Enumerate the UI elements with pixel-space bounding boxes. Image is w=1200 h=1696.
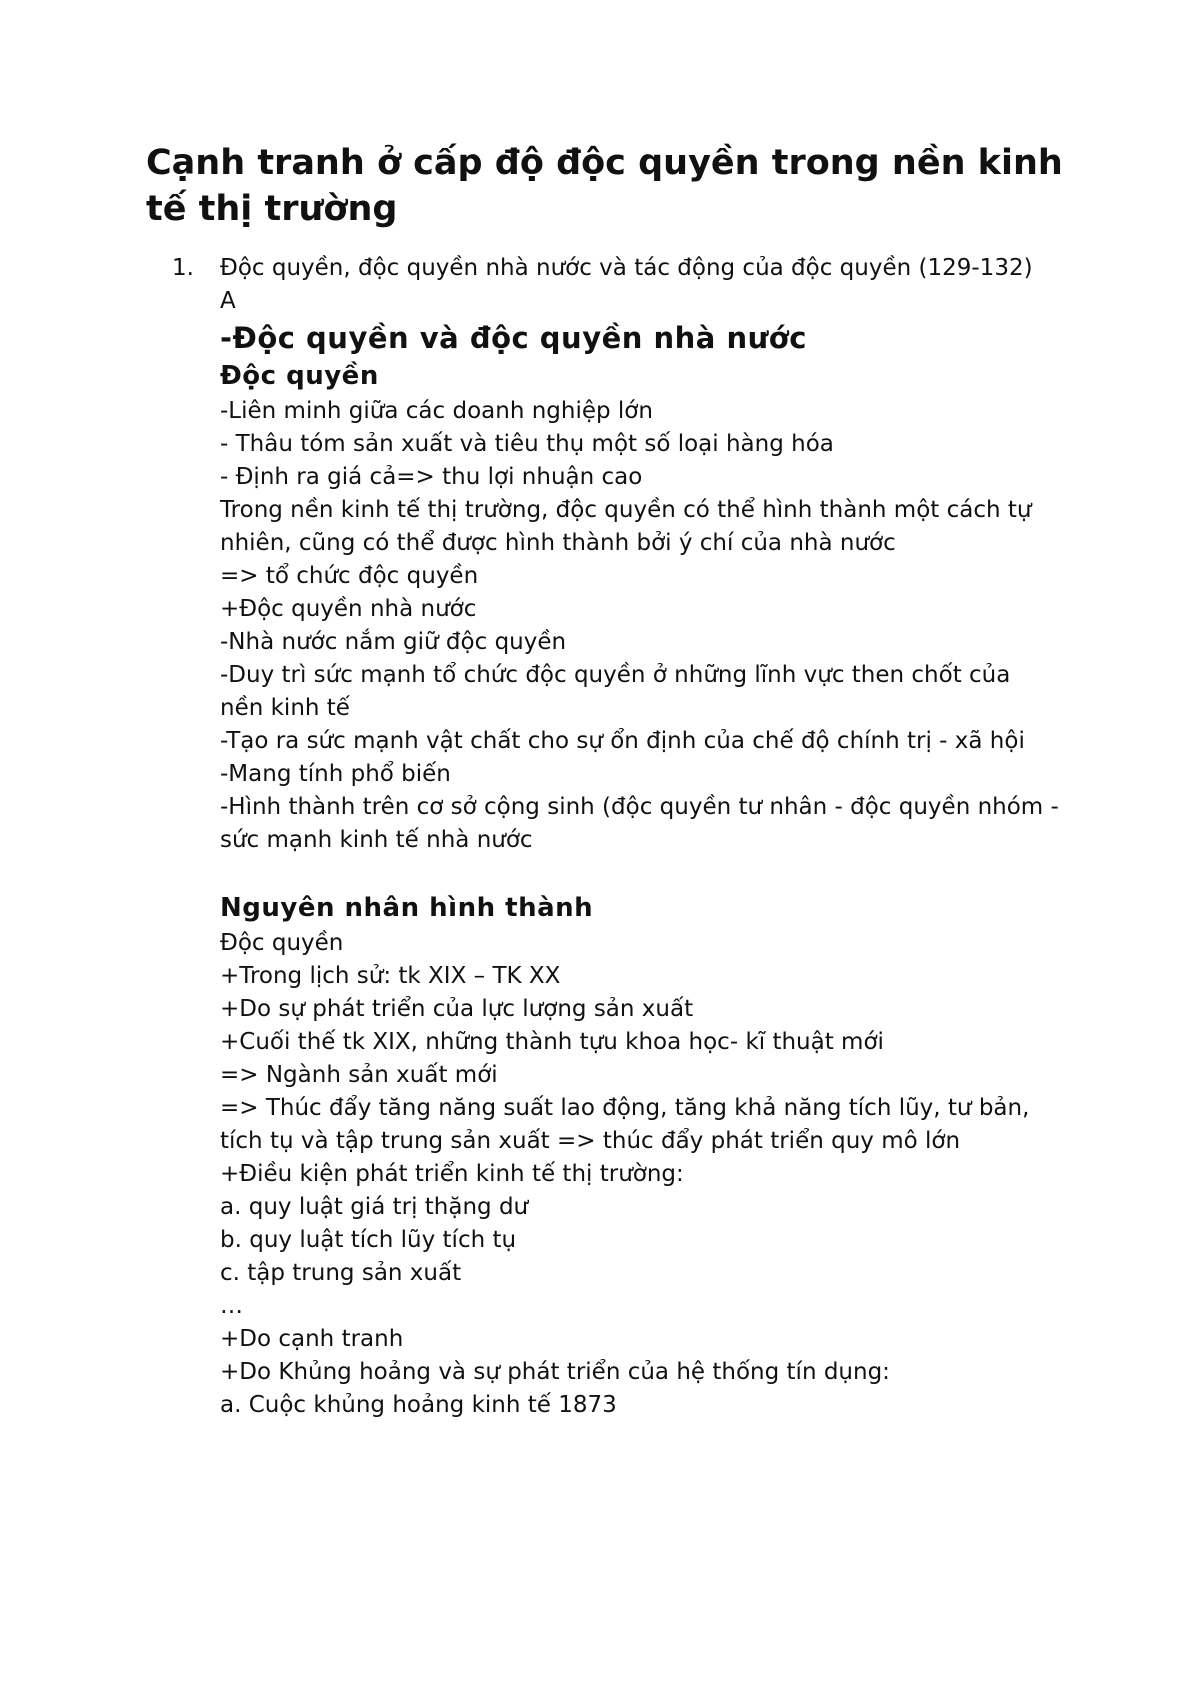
text-line: -Nhà nước nắm giữ độc quyền [220, 629, 567, 655]
text-line: - Thâu tóm sản xuất và tiêu thụ một số loại hàng hóa [220, 431, 834, 457]
text-line: +Do cạnh tranh [220, 1326, 404, 1352]
text-line: => Thúc đẩy tăng năng suất lao động, tăng khả năng tích lũy, tư bản, tích tụ và tập trung sản xuất => thúc đẩy phát triển quy mô lớn [220, 1095, 1030, 1154]
text-line: -Mang tính phổ biến [220, 761, 451, 787]
text-line: +Độc quyền nhà nước [220, 596, 477, 622]
text-line: -Duy trì sức mạnh tổ chức độc quyền ở những lĩnh vực then chốt của nền kinh tế [220, 662, 1011, 721]
text-line: b. quy luật tích lũy tích tụ [220, 1227, 517, 1253]
text-line: c. tập trung sản xuất [220, 1260, 462, 1286]
text-line: Độc quyền [220, 930, 344, 956]
text-line: -Hình thành trên cơ sở cộng sinh (độc quyền tư nhân - độc quyền nhóm - sức mạnh kinh tế nhà nước [220, 794, 1059, 853]
letter-a: A [220, 288, 236, 314]
text-line: … [220, 1293, 243, 1319]
text-line: -Tạo ra sức mạnh vật chất cho sự ổn định của chế độ chính trị - xã hội [220, 728, 1025, 754]
section-subheading-monopoly: Độc quyền [220, 361, 379, 391]
list-item-number: 1. [172, 255, 194, 281]
text-line: +Do Khủng hoảng và sự phát triển của hệ thống tín dụng: [220, 1359, 890, 1385]
section-heading-causes: Nguyên nhân hình thành [220, 893, 594, 923]
text-line: +Điều kiện phát triển kinh tế thị trường: [220, 1161, 684, 1187]
text-line: => Ngành sản xuất mới [220, 1062, 498, 1088]
list-item-body [220, 252, 1060, 1422]
text-line: +Do sự phát triển của lực lượng sản xuất [220, 996, 694, 1022]
text-line: +Cuối thế tk XIX, những thành tựu khoa học- kĩ thuật mới [220, 1029, 884, 1055]
text-line: a. Cuộc khủng hoảng kinh tế 1873 [220, 1392, 617, 1418]
text-line: - Định ra giá cả=> thu lợi nhuận cao [220, 464, 643, 490]
text-line: -Liên minh giữa các doanh nghiệp lớn [220, 398, 653, 424]
text-line: Trong nền kinh tế thị trường, độc quyền có thể hình thành một cách tự nhiên, cũng có thể được hình thành bởi ý chí của nhà nước [220, 497, 1032, 556]
list-item-heading: Độc quyền, độc quyền nhà nước và tác động của độc quyền (129-132) [220, 255, 1033, 281]
text-line: => tổ chức độc quyền [220, 563, 479, 589]
text-line: a. quy luật giá trị thặng dư [220, 1194, 529, 1220]
document-title: Cạnh tranh ở cấp độ độc quyền trong nền kinh tế thị trường [146, 143, 1063, 229]
section-heading-monopoly-state: -Độc quyền và độc quyền nhà nước [220, 321, 807, 355]
blank-line [220, 857, 1060, 890]
text-line: +Trong lịch sử: tk XIX – TK XX [220, 963, 561, 989]
